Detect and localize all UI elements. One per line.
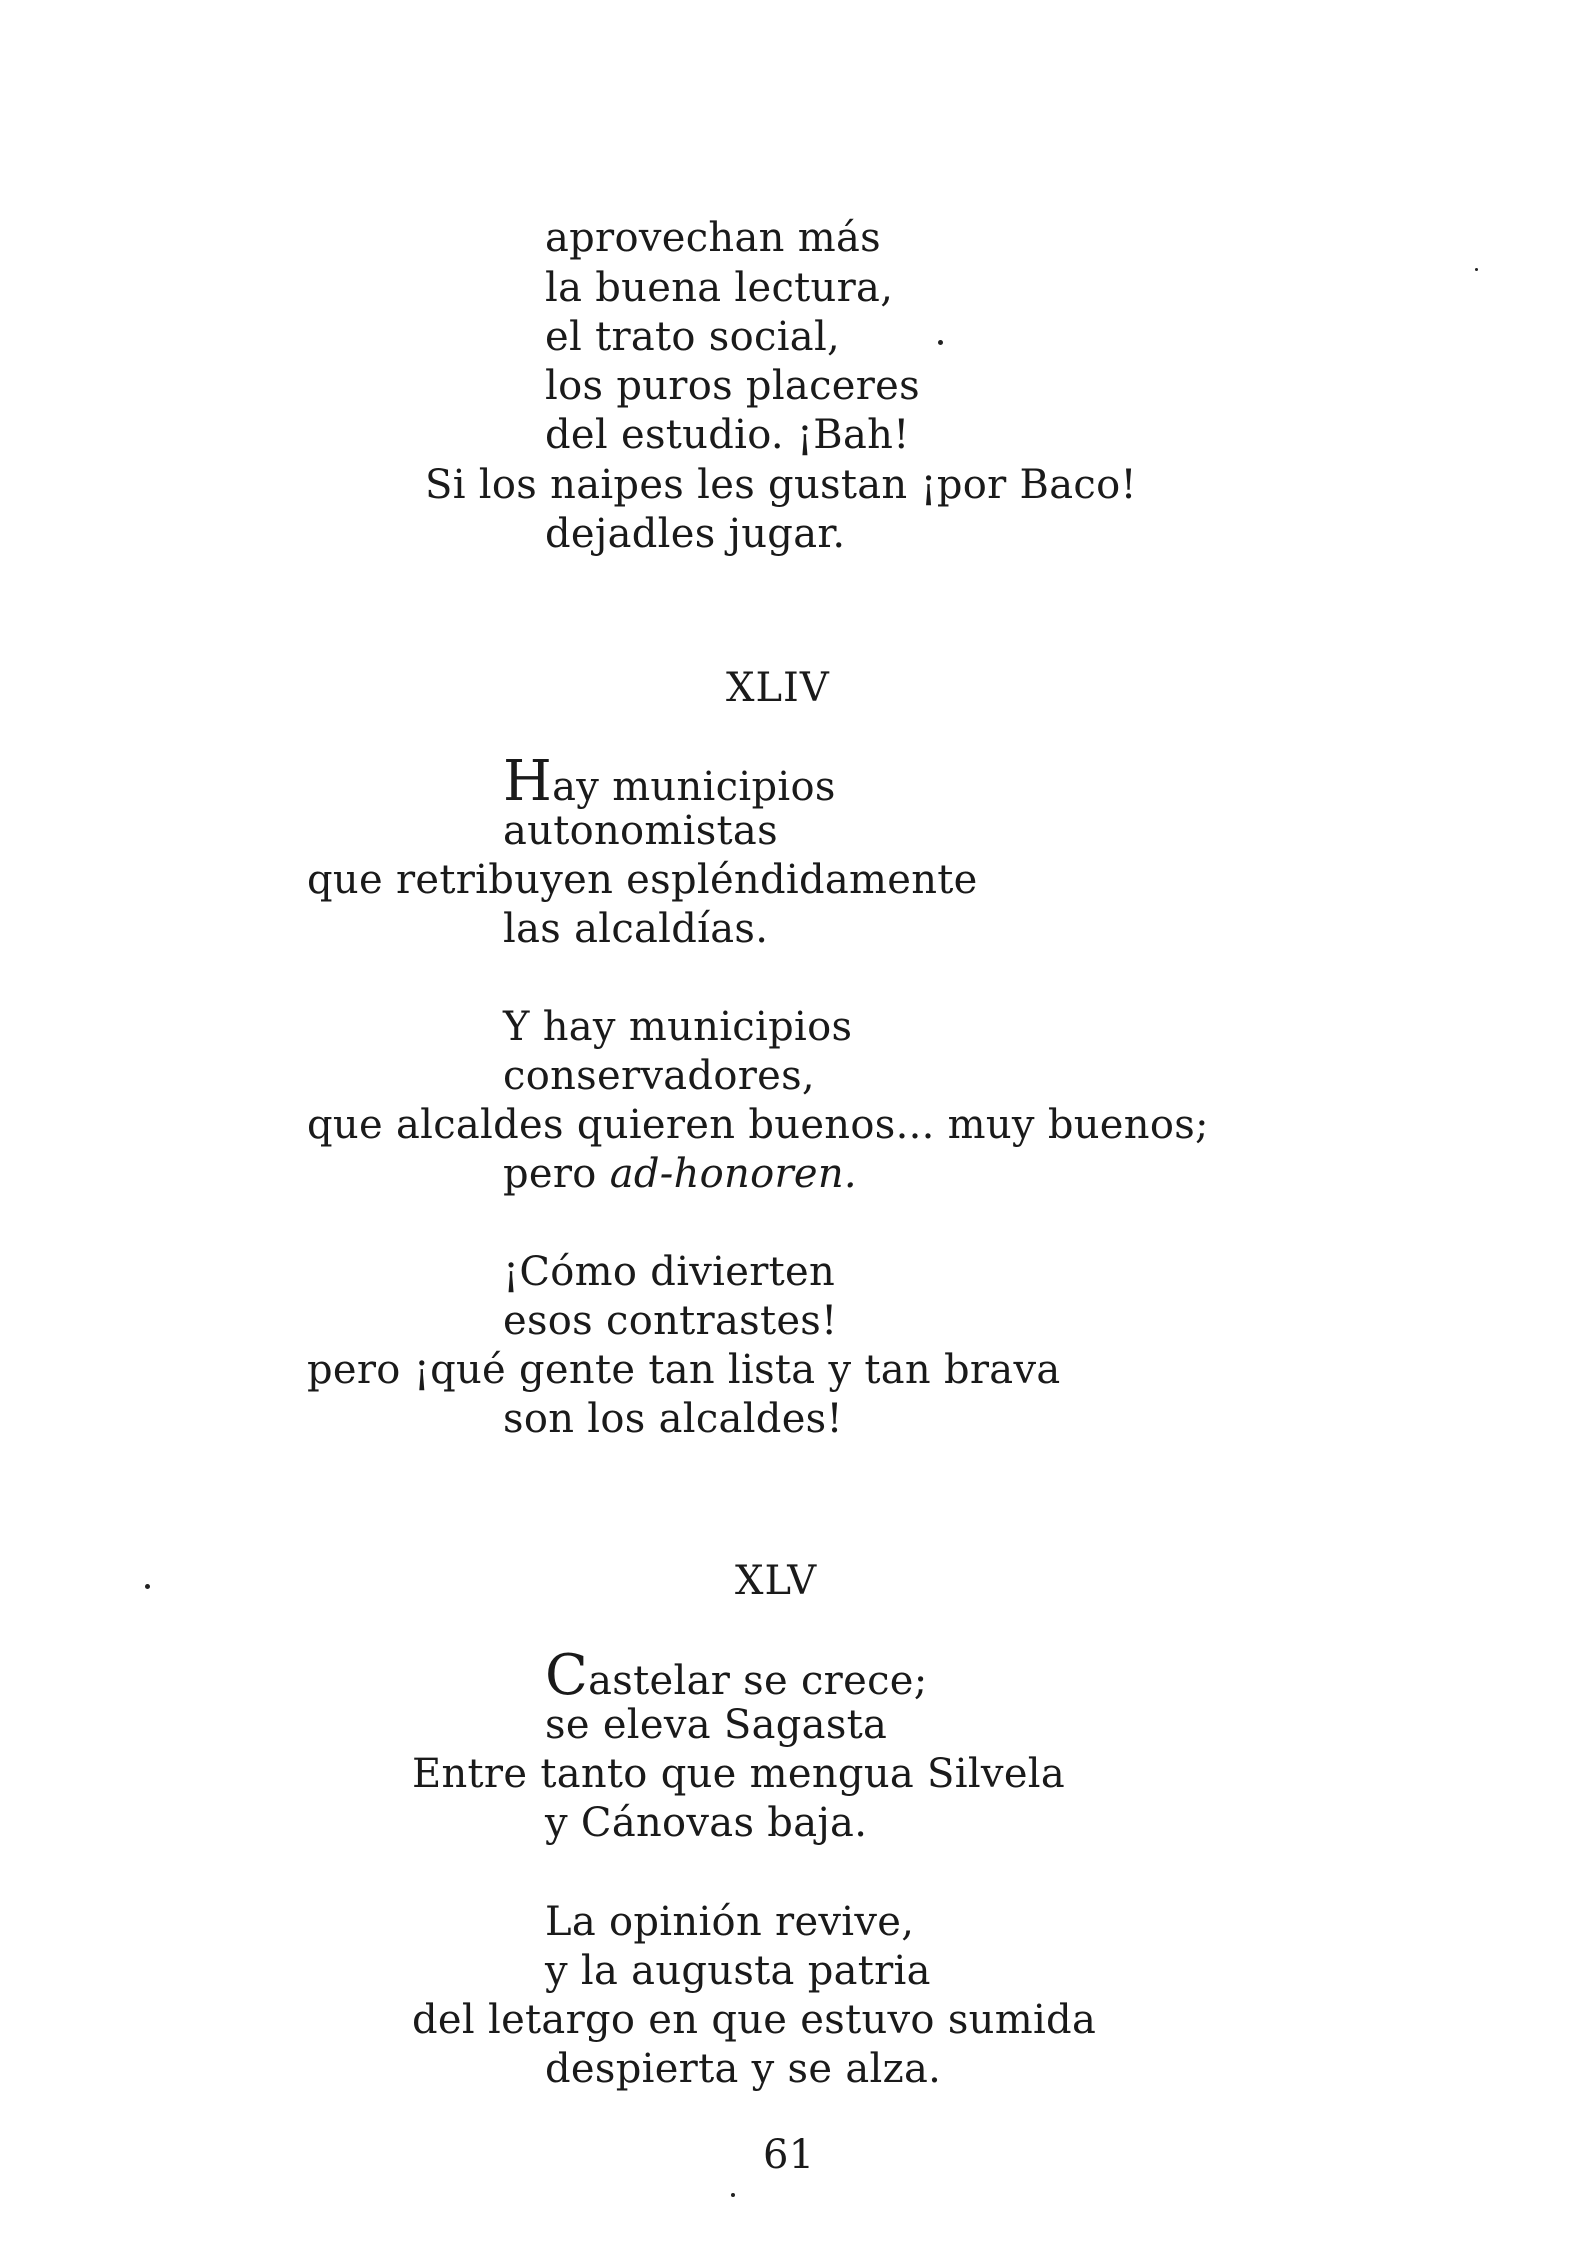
scan-speck (1475, 268, 1478, 271)
verse-text: pero (503, 1151, 597, 1197)
verse-line: pero ¡qué gente tan lista y tan brava (307, 1347, 1061, 1393)
verse-line-rest: ay municipios (552, 764, 836, 810)
scan-speck (145, 1584, 150, 1589)
verse-line: autonomistas (503, 808, 778, 854)
verse-line: el trato social, (545, 314, 841, 360)
verse-line (503, 1150, 857, 1198)
verse-line-first (503, 749, 836, 814)
section-heading-xlv: XLV (735, 1558, 818, 1604)
verse-line: Y hay municipios (503, 1004, 853, 1050)
verse-line: y Cánovas baja. (545, 1800, 868, 1846)
verse-line: La opinión revive, (545, 1899, 915, 1945)
verse-line: la buena lectura, (545, 265, 894, 311)
verse-line: dejadles jugar. (545, 511, 846, 557)
scan-speck (938, 340, 943, 345)
page-number: 61 (763, 2132, 815, 2178)
verse-line: las alcaldías. (503, 906, 769, 952)
verse-line: Entre tanto que mengua Silvela (412, 1751, 1066, 1797)
verse-line: despierta y se alza. (545, 2046, 942, 2092)
verse-line: del letargo en que estuvo sumida (412, 1997, 1097, 2043)
drop-cap: C (545, 1643, 589, 1708)
verse-line: se eleva Sagasta (545, 1702, 888, 1748)
drop-cap: H (503, 749, 553, 814)
section-heading-xliv: XLIV (726, 665, 830, 711)
verse-line: conservadores, (503, 1053, 815, 1099)
verse-line: que retribuyen espléndidamente (307, 857, 978, 903)
verse-line: esos contrastes! (503, 1298, 838, 1344)
verse-line-first (545, 1643, 928, 1708)
verse-line: del estudio. ¡Bah! (545, 412, 910, 458)
scan-speck (731, 2193, 735, 2197)
verse-line: son los alcaldes! (503, 1396, 843, 1442)
verse-line: ¡Cómo divierten (503, 1249, 836, 1295)
verse-line: que alcaldes quieren buenos... muy buenos; (307, 1102, 1209, 1148)
verse-line: aprovechan más (545, 215, 881, 261)
verse-line-rest: astelar se crece; (588, 1658, 928, 1704)
verse-line: Si los naipes les gustan ¡por Baco! (425, 462, 1137, 508)
italic-term: ad-honoren. (609, 1151, 857, 1197)
verse-line: y la augusta patria (545, 1948, 931, 1994)
verse-line: los puros placeres (545, 363, 920, 409)
